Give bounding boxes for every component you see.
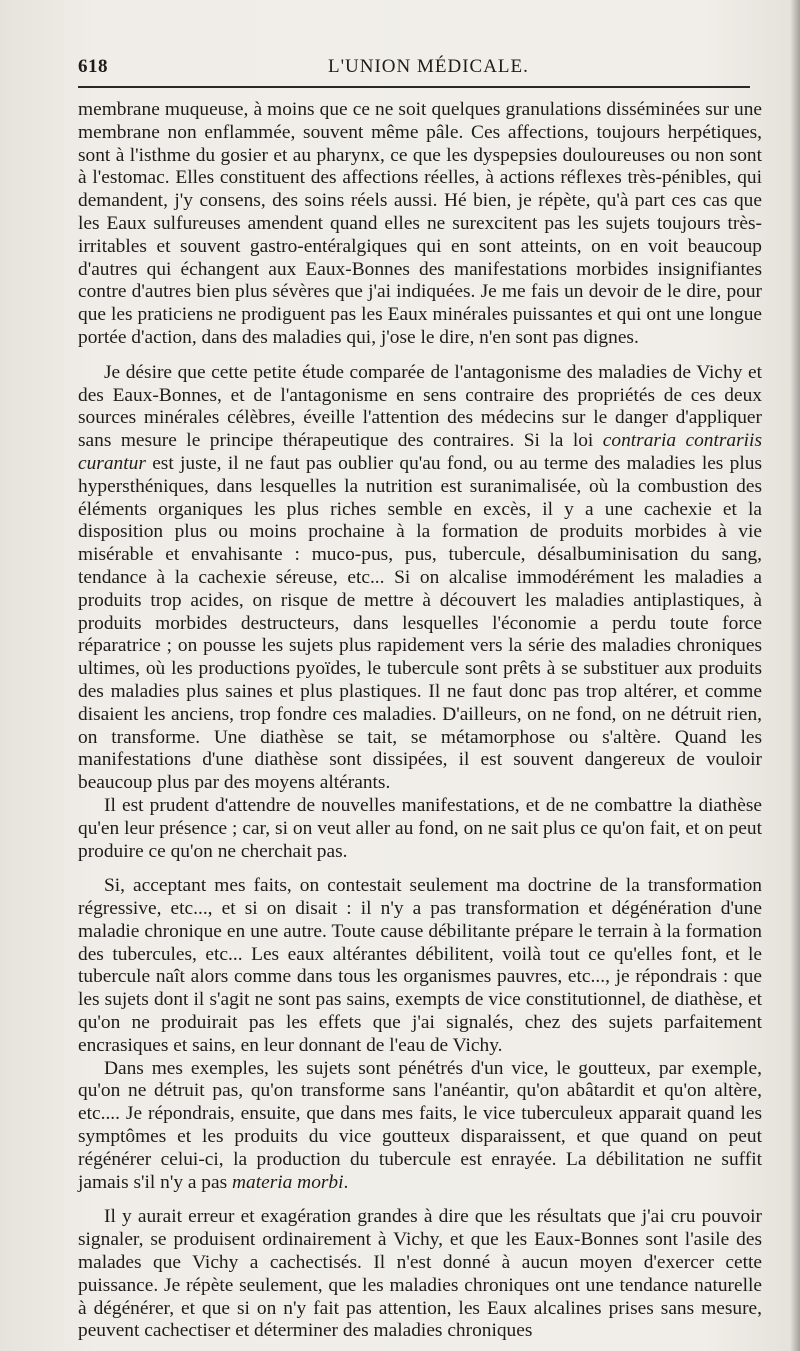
journal-title: L'UNION MÉDICALE.	[328, 56, 529, 77]
paragraph-5	[78, 1058, 762, 1195]
page-number: 618	[78, 56, 108, 77]
paragraph-5-part-a: Dans mes exemples, les sujets sont pénétrés d'un vice, le goutteux, par exemple, qu'on ne détruit pas, qu'on transforme sans l'anéantir, qu'on abâtardit et qu'on altère, etc.... Je répondrais, ensuite, que dans mes faits, le vice tuberculeux apparait quand les symptômes et les produits du vice goutteux disparaissent, et que quand on peut régénérer celui-ci, la production du tubercule est enrayée. La débilitation ne suffit jamais s'il n'y a pas	[78, 1057, 762, 1193]
paragraph-6: Il y aurait erreur et exagération grandes à dire que les résultats que j'ai cru pouvoir signaler, se produisent ordinairement à Vichy, et que les Eaux-Bonnes sont l'asile des malades que Vichy a cachectisés. Il n'est donné à aucun moyen d'exercer cette puissance. Je répète seulement, que les maladies chroniques ont une tendance naturelle à dégénérer, et que si on n'y fait pas attention, les Eaux alcalines prises sans mesure, peuvent cachectiser et déterminer des maladies chroniques	[78, 1206, 762, 1342]
header-rule	[78, 86, 750, 88]
running-head	[78, 56, 750, 86]
paragraph-5-part-b: .	[343, 1171, 349, 1193]
latin-phrase: contraria contrariis curantur	[78, 430, 762, 474]
page-edge-shadow	[790, 0, 800, 1351]
paragraph-2-part-b: est juste, il ne faut pas oublier qu'au fond, ou au terme des maladies les plus hypersthéniques, dans lesquelles la nutrition est suranimalisée, où la combustion des éléments organiques les plus riches semble en excès, il y a une cachexie et la disposition plus ou moins prochaine à la formation de produits morbides à vie misérable et envahisante : muco-pus, pus, tubercule, désalbuminisation du sang, tendance à la cachexie séreuse, etc... Si on alcalise immodérément les maladies a produits trop acides, on risque de mettre à découvert les maladies antiplastiques, à produits morbides destructeurs, dans lesquelles l'économie a perdu toute force réparatrice ; on pousse les sujets plus rapidement vers la série des maladies chroniques ultimes, où les productions pyoïdes, le tubercule sont prêts à se substituer aux produits des maladies plus saines et plus plastiques. Il ne faut donc pas trop altérer, et comme disaient les anciens, trop fondre ces maladies. D'ailleurs, on ne fond, on ne détruit rien, on transforme. Une diathèse se tait, se métamorphose ou s'altère. Quand les manifestations d'une diathèse sont dissipées, il est souvent dangereux de vouloir beaucoup plus par des moyens altérants.	[78, 452, 762, 794]
paragraph-3: Il est prudent d'attendre de nouvelles manifestations, et de ne combattre la diathèse qu'en leur présence ; car, si on veut aller au fond, on ne sait plus ce qu'on fait, et on peut produire ce qu'on ne cherchait pas.	[78, 794, 762, 862]
body-text	[78, 99, 762, 1343]
paragraph-2	[78, 362, 762, 795]
paragraph-2-part-a: Je désire que cette petite étude comparée de l'antagonisme des maladies de Vichy et des Eaux-Bonnes, et de l'antagonisme en sens contraire des propriétés de ces deux sources minérales célèbres, éveille l'attention des médecins sur le danger d'appliquer sans mesure le principe thérapeutique des contraires. Si la loi	[78, 361, 762, 452]
materia-morbi-phrase: materia morbi	[232, 1171, 344, 1193]
paragraph-1: membrane muqueuse, à moins que ce ne soit quelques granulations disséminées sur une membrane non enflammée, souvent même pâle. Ces affections, toujours herpétiques, sont à l'isthme du gosier et au pharynx, ce que les dyspepsies douloureuses ou non sont à l'estomac. Elles constituent des affections réelles, à actions réflexes très-pénibles, qui demandent, j'y consens, des soins réels aussi. Hé bien, je répète, qu'à part ces cas que les Eaux sulfureuses amendent quand elles ne surexcitent pas les sujets toujours très-irritables et souvent gastro-entéralgiques qui en sont atteints, on en voit beaucoup d'autres qui échangent aux Eaux-Bonnes des manifestations morbides insignifiantes contre d'autres bien plus sévères que j'ai indiquées. Je me fais un devoir de le dire, pour que les praticiens ne prodiguent pas les Eaux minérales puissantes et qui ont une longue portée d'action, dans des maladies qui, j'ose le dire, n'en sont pas dignes.	[78, 99, 762, 348]
paragraph-4: Si, acceptant mes faits, on contestait seulement ma doctrine de la transformation régressive, etc..., et si on disait : il n'y a pas transformation et dégénération d'une maladie chronique en une autre. Toute cause débilitante prépare le terrain à la formation des tubercules, etc... Les eaux altérantes débilitent, voilà tout ce qu'elles font, et le tubercule naît alors comme dans tous les organismes pauvres, etc..., je répondrais : que les sujets dont il s'agit ne sont pas sains, exempts de vice constitutionnel, de diathèse, et qu'on ne produirait pas les effets que j'ai signalés, chez des sujets parfaitement encrasiques et sains, en leur donnant de l'eau de Vichy.	[78, 875, 762, 1056]
